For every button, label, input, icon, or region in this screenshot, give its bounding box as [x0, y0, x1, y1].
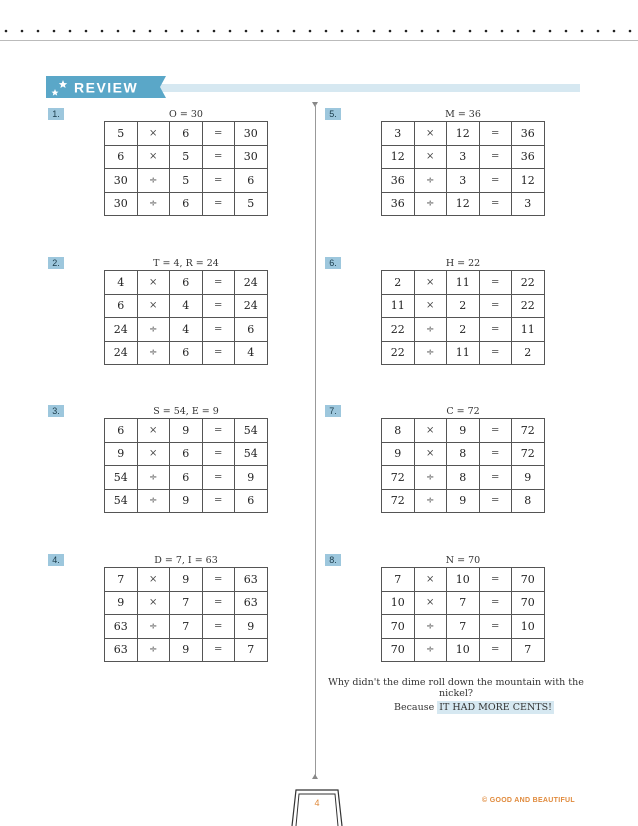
table-cell: = [202, 169, 235, 193]
table-cell: 9 [170, 638, 203, 662]
table-cell: 11 [447, 271, 480, 295]
problem-7 [325, 405, 595, 535]
table-cell: 36 [512, 122, 545, 146]
table-cell: 3 [512, 192, 545, 216]
table-cell: ÷ [137, 615, 170, 639]
table-cell: 22 [512, 271, 545, 295]
table-cell: × [137, 294, 170, 318]
table-cell: 10 [447, 568, 480, 592]
table-cell: 30 [235, 145, 268, 169]
problem-number: 2. [48, 257, 64, 269]
table-cell: = [479, 419, 512, 443]
table-cell: 9 [447, 489, 480, 513]
table-cell: 9 [105, 442, 138, 466]
table-cell: = [202, 568, 235, 592]
problem-title: N = 70 [445, 555, 481, 566]
table-cell: 72 [512, 442, 545, 466]
fact-family-table [104, 418, 268, 513]
table-row [382, 591, 545, 615]
table-cell: ÷ [137, 489, 170, 513]
table-cell: 36 [382, 169, 415, 193]
table-cell: × [414, 419, 447, 443]
fact-family-table [104, 567, 268, 662]
table-cell: 6 [170, 122, 203, 146]
table-cell: 9 [382, 442, 415, 466]
table-cell: 9 [235, 466, 268, 490]
table-cell: = [479, 294, 512, 318]
table-cell: = [202, 591, 235, 615]
table-row [382, 122, 545, 146]
table-cell: 22 [512, 294, 545, 318]
table-cell: = [202, 489, 235, 513]
table-cell: 12 [382, 145, 415, 169]
table-cell: 54 [235, 442, 268, 466]
table-cell: 70 [512, 568, 545, 592]
problem-6 [325, 257, 595, 387]
table-cell: 70 [382, 615, 415, 639]
table-cell: 9 [170, 568, 203, 592]
problem-title: O = 30 [169, 109, 203, 120]
review-title: REVIEW [74, 79, 139, 96]
table-cell: = [479, 169, 512, 193]
table-row [105, 419, 268, 443]
table-cell: × [137, 442, 170, 466]
table-cell: 24 [235, 271, 268, 295]
table-cell: = [479, 638, 512, 662]
table-cell: 54 [105, 489, 138, 513]
table-cell: 7 [447, 591, 480, 615]
problem-2 [48, 257, 318, 387]
review-underline-bar [160, 84, 580, 92]
table-cell: 5 [170, 169, 203, 193]
table-row [105, 318, 268, 342]
table-cell: × [137, 568, 170, 592]
table-cell: 6 [235, 489, 268, 513]
table-cell: 6 [235, 318, 268, 342]
problem-4 [48, 554, 318, 684]
table-cell: ÷ [137, 638, 170, 662]
table-cell: = [202, 192, 235, 216]
table-cell: 5 [105, 122, 138, 146]
problem-title: H = 22 [445, 258, 481, 269]
table-cell: 8 [447, 466, 480, 490]
table-row [382, 294, 545, 318]
table-cell: = [479, 442, 512, 466]
table-cell: ÷ [414, 341, 447, 365]
table-cell: 8 [382, 419, 415, 443]
table-cell: 9 [512, 466, 545, 490]
table-cell: 72 [382, 466, 415, 490]
table-row [105, 489, 268, 513]
table-row [382, 615, 545, 639]
table-cell: = [202, 318, 235, 342]
problem-8 [325, 554, 595, 684]
table-cell: = [479, 489, 512, 513]
table-cell: = [202, 638, 235, 662]
table-cell: 11 [512, 318, 545, 342]
table-cell: 2 [512, 341, 545, 365]
table-cell: ÷ [137, 466, 170, 490]
table-cell: 70 [512, 591, 545, 615]
table-cell: 11 [382, 294, 415, 318]
table-cell: × [414, 442, 447, 466]
problem-title: T = 4, R = 24 [153, 258, 219, 269]
table-cell: 6 [170, 442, 203, 466]
table-cell: 7 [235, 638, 268, 662]
problem-number: 7. [325, 405, 341, 417]
table-cell: 6 [170, 341, 203, 365]
fact-family-table [381, 418, 545, 513]
table-row [105, 442, 268, 466]
page-number: 4 [314, 798, 320, 808]
table-cell: = [202, 419, 235, 443]
table-cell: = [479, 145, 512, 169]
table-cell: = [202, 466, 235, 490]
table-cell: × [414, 591, 447, 615]
table-cell: = [479, 341, 512, 365]
table-row [105, 145, 268, 169]
table-cell: ÷ [414, 615, 447, 639]
table-cell: 12 [447, 192, 480, 216]
table-cell: = [202, 271, 235, 295]
table-cell: = [202, 294, 235, 318]
table-cell: 6 [105, 419, 138, 443]
table-row [382, 489, 545, 513]
table-cell: 24 [105, 318, 138, 342]
table-cell: 30 [105, 169, 138, 193]
table-cell: 10 [447, 638, 480, 662]
problem-number: 6. [325, 257, 341, 269]
table-cell: × [414, 271, 447, 295]
table-cell: 6 [235, 169, 268, 193]
table-cell: = [202, 615, 235, 639]
table-row [105, 591, 268, 615]
table-cell: 12 [447, 122, 480, 146]
table-row [382, 419, 545, 443]
table-cell: = [479, 568, 512, 592]
table-cell: ÷ [414, 638, 447, 662]
table-cell: = [479, 271, 512, 295]
table-cell: 2 [382, 271, 415, 295]
table-cell: 10 [512, 615, 545, 639]
table-cell: 30 [235, 122, 268, 146]
table-cell: ÷ [414, 318, 447, 342]
table-row [105, 568, 268, 592]
table-row [382, 169, 545, 193]
fact-family-table [104, 121, 268, 216]
table-cell: 70 [382, 638, 415, 662]
table-cell: 8 [447, 442, 480, 466]
review-banner [46, 76, 166, 98]
table-cell: 24 [105, 341, 138, 365]
table-cell: 6 [105, 145, 138, 169]
riddle-question: Why didn't the dime roll down the mountain with the nickel? [328, 677, 584, 699]
table-cell: 4 [170, 318, 203, 342]
table-cell: × [137, 591, 170, 615]
table-cell: = [479, 122, 512, 146]
table-cell: 9 [447, 419, 480, 443]
table-cell: × [137, 419, 170, 443]
table-cell: × [414, 122, 447, 146]
table-row [382, 442, 545, 466]
table-row [105, 122, 268, 146]
problem-title: D = 7, I = 63 [154, 555, 218, 566]
problem-5 [325, 108, 595, 238]
table-row [382, 341, 545, 365]
problem-title: S = 54, E = 9 [153, 406, 219, 417]
table-cell: × [414, 294, 447, 318]
brand-footer: © GOOD AND BEAUTIFUL [482, 797, 575, 804]
table-cell: 54 [235, 419, 268, 443]
table-cell: × [137, 271, 170, 295]
table-row [105, 271, 268, 295]
table-row [105, 294, 268, 318]
table-cell: = [479, 615, 512, 639]
table-cell: = [202, 442, 235, 466]
table-row [105, 169, 268, 193]
table-row [382, 318, 545, 342]
table-cell: 3 [447, 145, 480, 169]
table-cell: ÷ [414, 192, 447, 216]
table-cell: 9 [105, 591, 138, 615]
table-cell: = [479, 591, 512, 615]
table-cell: 7 [170, 615, 203, 639]
dotted-border [0, 22, 638, 42]
table-cell: 11 [447, 341, 480, 365]
problem-number: 5. [325, 108, 341, 120]
table-cell: = [202, 341, 235, 365]
table-cell: 7 [105, 568, 138, 592]
problem-title: C = 72 [446, 406, 480, 417]
table-row [382, 271, 545, 295]
table-row [105, 192, 268, 216]
table-cell: 7 [447, 615, 480, 639]
table-cell: 6 [170, 271, 203, 295]
table-row [382, 192, 545, 216]
table-row [382, 638, 545, 662]
table-cell: 63 [235, 591, 268, 615]
table-cell: × [137, 145, 170, 169]
table-cell: 12 [512, 169, 545, 193]
table-cell: ÷ [137, 341, 170, 365]
problem-number: 1. [48, 108, 64, 120]
table-cell: 22 [382, 341, 415, 365]
table-cell: ÷ [137, 192, 170, 216]
table-cell: 30 [105, 192, 138, 216]
fact-family-table [381, 121, 545, 216]
table-cell: × [137, 122, 170, 146]
table-cell: 36 [512, 145, 545, 169]
problem-1 [48, 108, 318, 238]
problem-number: 8. [325, 554, 341, 566]
table-cell: 2 [447, 294, 480, 318]
table-cell: 4 [170, 294, 203, 318]
riddle-answer-line [394, 702, 554, 713]
table-cell: 63 [105, 615, 138, 639]
table-cell: ÷ [414, 169, 447, 193]
table-cell: = [202, 122, 235, 146]
table-cell: 22 [382, 318, 415, 342]
table-cell: 3 [382, 122, 415, 146]
table-cell: 24 [235, 294, 268, 318]
table-row [382, 145, 545, 169]
table-cell: ÷ [414, 466, 447, 490]
riddle-prefix: Because [394, 702, 435, 713]
table-cell: = [479, 318, 512, 342]
table-cell: 10 [382, 591, 415, 615]
table-cell: 6 [105, 294, 138, 318]
table-cell: 9 [170, 419, 203, 443]
table-cell: 9 [235, 615, 268, 639]
table-cell: 63 [235, 568, 268, 592]
table-cell: ÷ [414, 489, 447, 513]
table-row [105, 341, 268, 365]
table-cell: × [414, 568, 447, 592]
top-rule [0, 40, 638, 41]
problem-3 [48, 405, 318, 535]
table-cell: 4 [105, 271, 138, 295]
table-cell: 72 [382, 489, 415, 513]
table-cell: 2 [447, 318, 480, 342]
fact-family-table [104, 270, 268, 365]
table-row [105, 638, 268, 662]
table-cell: 5 [170, 145, 203, 169]
table-row [382, 568, 545, 592]
divider-arrow-bottom [312, 774, 318, 779]
riddle-answer: IT HAD MORE CENTS! [439, 702, 552, 713]
table-row [105, 466, 268, 490]
table-cell: 5 [235, 192, 268, 216]
table-cell: × [414, 145, 447, 169]
table-cell: 9 [170, 489, 203, 513]
table-cell: 6 [170, 466, 203, 490]
table-cell: 3 [447, 169, 480, 193]
fact-family-table [381, 567, 545, 662]
table-cell: 7 [512, 638, 545, 662]
table-cell: 8 [512, 489, 545, 513]
table-cell: 36 [382, 192, 415, 216]
table-cell: = [202, 145, 235, 169]
problem-number: 3. [48, 405, 64, 417]
table-cell: 7 [170, 591, 203, 615]
problem-title: M = 36 [445, 109, 481, 120]
table-cell: 54 [105, 466, 138, 490]
table-row [382, 466, 545, 490]
table-cell: 7 [382, 568, 415, 592]
table-cell: 72 [512, 419, 545, 443]
table-cell: ÷ [137, 169, 170, 193]
table-cell: 4 [235, 341, 268, 365]
table-cell: ÷ [137, 318, 170, 342]
table-cell: 63 [105, 638, 138, 662]
table-cell: 6 [170, 192, 203, 216]
fact-family-table [381, 270, 545, 365]
table-cell: = [479, 466, 512, 490]
problem-number: 4. [48, 554, 64, 566]
table-row [105, 615, 268, 639]
table-cell: = [479, 192, 512, 216]
